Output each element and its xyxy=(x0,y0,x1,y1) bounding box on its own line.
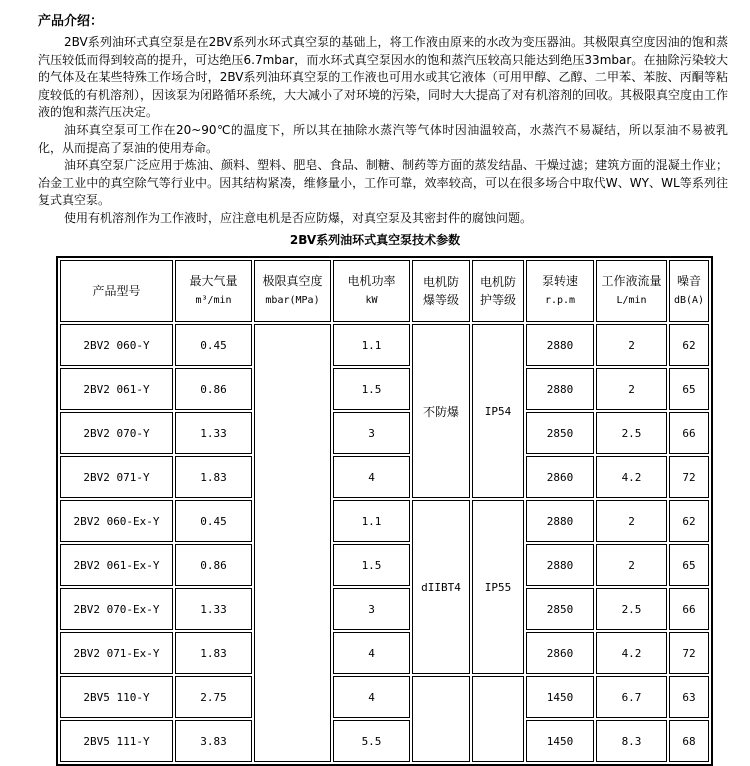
cell-flow: 4.2 xyxy=(596,632,667,674)
table-header-row xyxy=(60,260,709,322)
table-row xyxy=(60,368,709,410)
cell-air: 2.75 xyxy=(175,676,252,718)
cell-flow: 4.2 xyxy=(596,456,667,498)
header-explosion-grade: 电机防 爆等级 xyxy=(412,260,470,322)
cell-flow: 2.5 xyxy=(596,588,667,630)
table-row xyxy=(60,456,709,498)
cell-air: 0.86 xyxy=(175,368,252,410)
cell-ultimate-vacuum xyxy=(254,324,331,762)
table-row xyxy=(60,720,709,762)
cell-air: 0.45 xyxy=(175,324,252,366)
header-noise: 噪音 dB(A) xyxy=(669,260,709,322)
cell-speed: 2880 xyxy=(526,500,594,542)
cell-air: 3.83 xyxy=(175,720,252,762)
intro-paragraph-3: 油环真空泵广泛应用于炼油、颜料、塑料、肥皂、食品、制糖、制药等方面的蒸发结晶、干燥过滤；建筑方面的混凝土作业；冶金工业中的真空除气等行业中。因其结构紧凑，维修量小，工作可靠，效率较高，可以在很多场合中取代W、WY、WL等系列往复式真空泵。 xyxy=(38,158,728,208)
cell-protection-grade: IP55 xyxy=(472,500,524,674)
cell-power: 4 xyxy=(333,632,410,674)
cell-model: 2BV5 111-Y xyxy=(60,720,173,762)
cell-noise: 65 xyxy=(669,544,709,586)
cell-explosion-grade: 不防爆 xyxy=(412,324,470,498)
header-liquid-flow: 工作液流量 L/min xyxy=(596,260,667,322)
cell-speed: 2860 xyxy=(526,456,594,498)
cell-model: 2BV2 071-Y xyxy=(60,456,173,498)
cell-air: 1.33 xyxy=(175,588,252,630)
cell-protection-grade xyxy=(472,676,524,762)
cell-power: 4 xyxy=(333,456,410,498)
table-title: 2BV系列油环式真空泵技术参数 xyxy=(289,233,461,247)
cell-speed: 1450 xyxy=(526,720,594,762)
cell-power: 1.5 xyxy=(333,544,410,586)
cell-noise: 66 xyxy=(669,588,709,630)
table-row xyxy=(60,412,709,454)
header-max-air: 最大气量 m³/min xyxy=(175,260,252,322)
cell-noise: 72 xyxy=(669,632,709,674)
cell-noise: 65 xyxy=(669,368,709,410)
cell-flow: 2 xyxy=(596,324,667,366)
cell-speed: 2880 xyxy=(526,324,594,366)
cell-speed: 2860 xyxy=(526,632,594,674)
cell-noise: 68 xyxy=(669,720,709,762)
cell-model: 2BV2 070-Y xyxy=(60,412,173,454)
cell-air: 1.33 xyxy=(175,412,252,454)
intro-paragraph-2: 油环真空泵可工作在20~90℃的温度下，所以其在抽除水蒸汽等气体时因油温较高，水蒸汽不易凝结，所以泵油不易被乳化，从而提高了泵油的使用寿命。 xyxy=(38,122,728,155)
header-motor-power: 电机功率 kW xyxy=(333,260,410,322)
cell-power: 1.1 xyxy=(333,500,410,542)
table-row xyxy=(60,544,709,586)
intro-heading: 产品介绍： xyxy=(38,14,104,29)
spec-table xyxy=(56,256,713,766)
cell-model: 2BV2 060-Ex-Y xyxy=(60,500,173,542)
cell-speed: 2850 xyxy=(526,412,594,454)
cell-power: 3 xyxy=(333,412,410,454)
cell-air: 0.45 xyxy=(175,500,252,542)
cell-power: 1.1 xyxy=(333,324,410,366)
header-ultimate-vacuum: 极限真空度 mbar(MPa) xyxy=(254,260,331,322)
cell-power: 5.5 xyxy=(333,720,410,762)
header-protection-grade: 电机防 护等级 xyxy=(472,260,524,322)
cell-air: 1.83 xyxy=(175,632,252,674)
intro-paragraph-1: 2BV系列油环式真空泵是在2BV系列水环式真空泵的基础上，将工作液由原来的水改为变压器油。其极限真空度因油的饱和蒸汽压较低而得到较高的提升，可达绝压6.7mbar，而水环式真空泵因水的饱和蒸汽压较高只能达到绝压33mbar。在抽除污染较大的气体及在某些特殊工作场合时，2BV系列油环真空泵的工作液也可用水或其它液体（可用甲醇、乙醇、二甲苯、苯胺、丙酮等粘度较低的有机溶剂），因该泵为闭路循环系统，大大减小了对环境的污染，同时大大提高了对有机溶剂的回收。其极限真空度由工作液的饱和蒸汽压决定。 xyxy=(38,35,729,120)
cell-speed: 2880 xyxy=(526,544,594,586)
cell-model: 2BV2 070-Ex-Y xyxy=(60,588,173,630)
cell-explosion-grade: dIIBT4 xyxy=(412,500,470,674)
cell-speed: 2850 xyxy=(526,588,594,630)
cell-noise: 62 xyxy=(669,324,709,366)
cell-model: 2BV2 061-Y xyxy=(60,368,173,410)
cell-model: 2BV2 071-Ex-Y xyxy=(60,632,173,674)
table-row xyxy=(60,632,709,674)
cell-protection-grade: IP54 xyxy=(472,324,524,498)
cell-noise: 63 xyxy=(669,676,709,718)
table-row xyxy=(60,676,709,718)
cell-model: 2BV2 061-Ex-Y xyxy=(60,544,173,586)
cell-flow: 6.7 xyxy=(596,676,667,718)
cell-air: 0.86 xyxy=(175,544,252,586)
cell-model: 2BV2 060-Y xyxy=(60,324,173,366)
cell-power: 3 xyxy=(333,588,410,630)
cell-power: 4 xyxy=(333,676,410,718)
table-row xyxy=(60,500,709,542)
cell-air: 1.83 xyxy=(175,456,252,498)
cell-speed: 1450 xyxy=(526,676,594,718)
table-row xyxy=(60,588,709,630)
header-model: 产品型号 xyxy=(60,260,173,322)
cell-flow: 2 xyxy=(596,368,667,410)
cell-flow: 8.3 xyxy=(596,720,667,762)
cell-power: 1.5 xyxy=(333,368,410,410)
cell-noise: 66 xyxy=(669,412,709,454)
header-pump-speed: 泵转速 r.p.m xyxy=(526,260,594,322)
cell-flow: 2.5 xyxy=(596,412,667,454)
cell-flow: 2 xyxy=(596,500,667,542)
product-intro xyxy=(38,12,728,228)
cell-speed: 2880 xyxy=(526,368,594,410)
cell-noise: 62 xyxy=(669,500,709,542)
cell-explosion-grade xyxy=(412,676,470,762)
intro-paragraph-4: 使用有机溶剂作为工作液时，应注意电机是否应防爆，对真空泵及其密封件的腐蚀问题。 xyxy=(64,210,533,225)
cell-model: 2BV5 110-Y xyxy=(60,676,173,718)
cell-flow: 2 xyxy=(596,544,667,586)
cell-noise: 72 xyxy=(669,456,709,498)
table-row xyxy=(60,324,709,366)
